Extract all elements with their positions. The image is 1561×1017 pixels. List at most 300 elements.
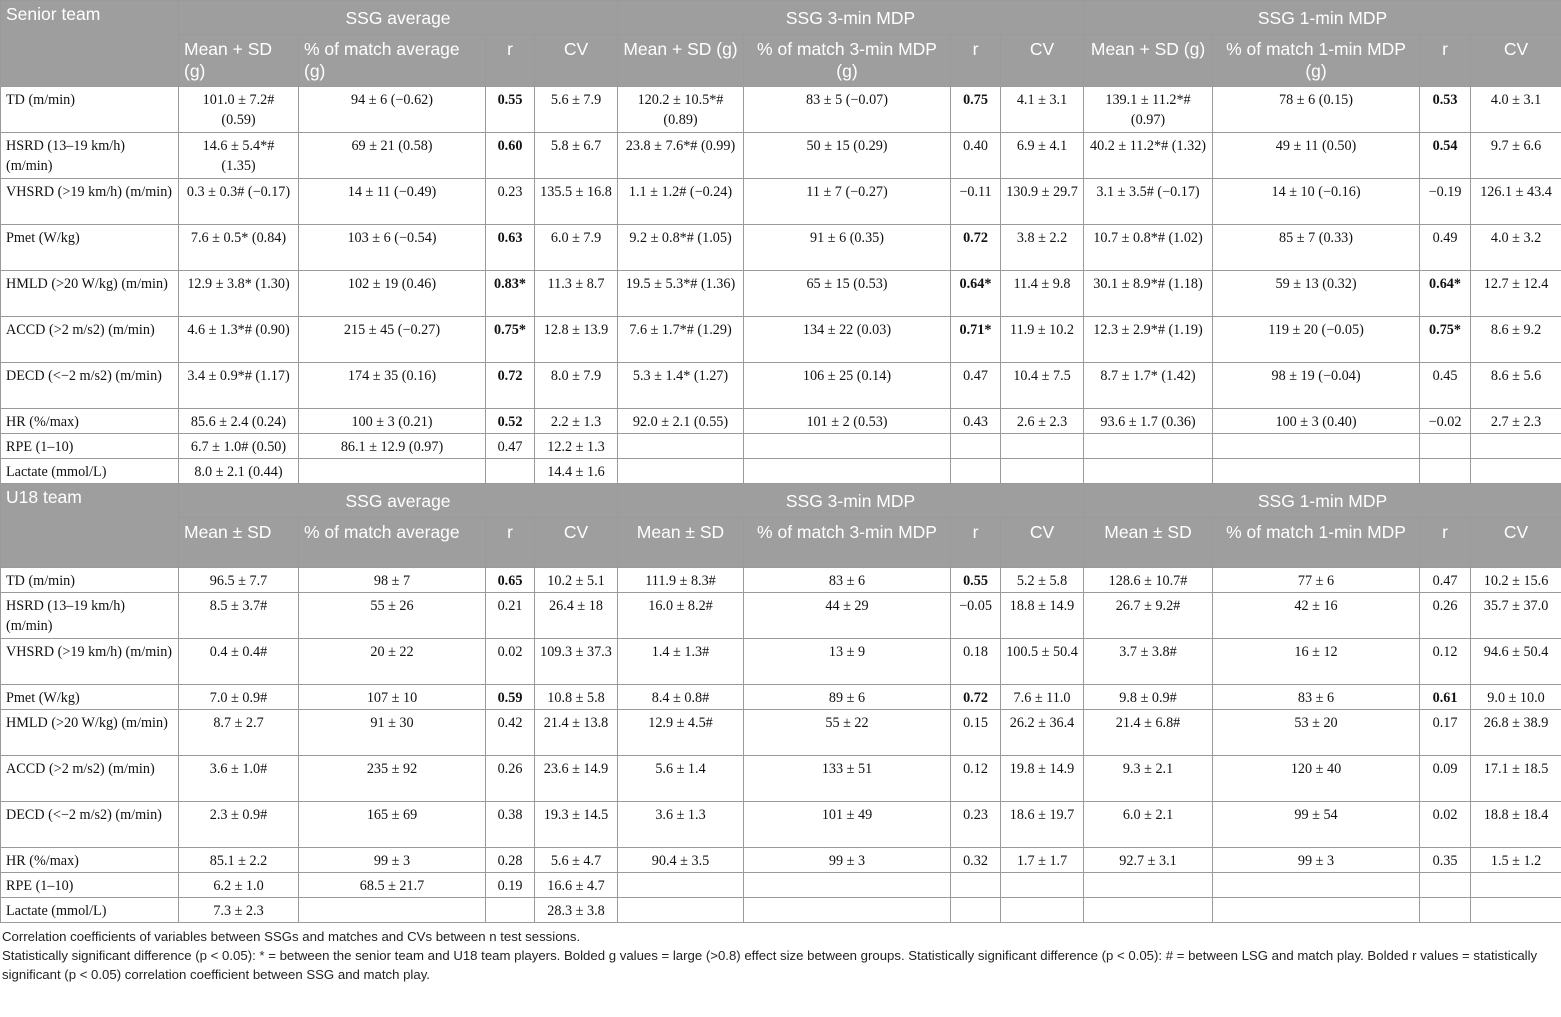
table-cell: 2.6 ± 2.3 xyxy=(1001,409,1084,434)
table-cell: 11.3 ± 8.7 xyxy=(535,271,618,317)
group-header: SSG 3-min MDP xyxy=(618,484,1084,518)
table-cell: 59 ± 13 (0.32) xyxy=(1213,271,1420,317)
table-cell: 3.7 ± 3.8# xyxy=(1084,639,1213,685)
row-label: Lactate (mmol/L) xyxy=(1,898,179,923)
table-cell: 0.52 xyxy=(486,409,535,434)
table-cell xyxy=(618,898,744,923)
table-cell: 0.21 xyxy=(486,593,535,639)
table-cell: 4.6 ± 1.3*# (0.90) xyxy=(179,317,299,363)
table-row xyxy=(1,459,1561,484)
table-cell: 120.2 ± 10.5*# (0.89) xyxy=(618,87,744,133)
table-cell: 18.6 ± 19.7 xyxy=(1001,802,1084,848)
table-cell: 55 ± 22 xyxy=(744,710,951,756)
table-cell: 0.75* xyxy=(486,317,535,363)
table-cell: 93.6 ± 1.7 (0.36) xyxy=(1084,409,1213,434)
table-cell xyxy=(744,459,951,484)
table-cell: 0.53 xyxy=(1420,87,1471,133)
table-cell: 0.47 xyxy=(486,434,535,459)
table-cell: 53 ± 20 xyxy=(1213,710,1420,756)
u18-data-rows xyxy=(1,568,1561,923)
table-cell xyxy=(1084,459,1213,484)
table-cell: 6.2 ± 1.0 xyxy=(179,873,299,898)
table-cell: 92.0 ± 2.1 (0.55) xyxy=(618,409,744,434)
table-cell: 23.8 ± 7.6*# (0.99) xyxy=(618,133,744,179)
table-cell: 6.0 ± 2.1 xyxy=(1084,802,1213,848)
table-cell: 3.6 ± 1.3 xyxy=(618,802,744,848)
table-cell xyxy=(1213,898,1420,923)
table-cell: 11.4 ± 9.8 xyxy=(1001,271,1084,317)
table-cell: 0.63 xyxy=(486,225,535,271)
table-cell: −0.19 xyxy=(1420,179,1471,225)
table-cell: 16.6 ± 4.7 xyxy=(535,873,618,898)
table-cell: 0.26 xyxy=(1420,593,1471,639)
row-label: Pmet (W/kg) xyxy=(1,685,179,710)
table-cell: 14 ± 11 (−0.49) xyxy=(299,179,486,225)
table-row xyxy=(1,802,1561,848)
table-cell: 0.3 ± 0.3# (−0.17) xyxy=(179,179,299,225)
table-row xyxy=(1,271,1561,317)
subheader-cell: r xyxy=(486,518,535,568)
table-cell: 8.6 ± 5.6 xyxy=(1471,363,1561,409)
table-cell: 101.0 ± 7.2# (0.59) xyxy=(179,87,299,133)
table-cell xyxy=(951,873,1001,898)
table-cell xyxy=(951,434,1001,459)
table-cell xyxy=(299,459,486,484)
subheader-cell: % of match 3-min MDP (g) xyxy=(744,35,951,87)
table-cell: 4.1 ± 3.1 xyxy=(1001,87,1084,133)
table-cell xyxy=(1001,459,1084,484)
table-cell: 83 ± 6 xyxy=(744,568,951,593)
table-cell: 102 ± 19 (0.46) xyxy=(299,271,486,317)
subheader-cell: CV xyxy=(1001,518,1084,568)
table-cell: 128.6 ± 10.7# xyxy=(1084,568,1213,593)
row-label: HMLD (>20 W/kg) (m/min) xyxy=(1,710,179,756)
table-cell: 5.6 ± 1.4 xyxy=(618,756,744,802)
subheader-cell: Mean + SD (g) xyxy=(618,35,744,87)
table-cell: 0.55 xyxy=(486,87,535,133)
table-cell: −0.11 xyxy=(951,179,1001,225)
table-cell xyxy=(1213,434,1420,459)
footnote: Statistically significant difference (p < 0.05): * = between the senior team and U18 team players. Bolded g values = large (>0.8) effect size between groups. Statistically significant difference (p < 0.05): # = between LSG and match play. Bolded r values = statistically significant (p < 0.05) correlation coefficient between SSG and match play. xyxy=(2,948,1538,982)
table-cell: 26.4 ± 18 xyxy=(535,593,618,639)
table-cell: 0.72 xyxy=(951,685,1001,710)
table-cell: 120 ± 40 xyxy=(1213,756,1420,802)
table-cell: 9.8 ± 0.9# xyxy=(1084,685,1213,710)
table-cell: 10.8 ± 5.8 xyxy=(535,685,618,710)
table-cell: 78 ± 6 (0.15) xyxy=(1213,87,1420,133)
table-cell: 0.47 xyxy=(1420,568,1471,593)
table-cell: 139.1 ± 11.2*# (0.97) xyxy=(1084,87,1213,133)
table-cell: 0.72 xyxy=(486,363,535,409)
table-cell: 0.15 xyxy=(951,710,1001,756)
table-cell xyxy=(744,898,951,923)
subheader-cell: CV xyxy=(1001,35,1084,87)
table-row xyxy=(1,225,1561,271)
table-cell: 0.43 xyxy=(951,409,1001,434)
table-cell xyxy=(951,898,1001,923)
table-cell: 8.0 ± 7.9 xyxy=(535,363,618,409)
table-cell: 19.8 ± 14.9 xyxy=(1001,756,1084,802)
table-cell: 92.7 ± 3.1 xyxy=(1084,848,1213,873)
u18-team-label: U18 team xyxy=(1,484,179,568)
table-cell xyxy=(618,434,744,459)
table-cell: 55 ± 26 xyxy=(299,593,486,639)
table-cell: 12.2 ± 1.3 xyxy=(535,434,618,459)
subheader-cell: CV xyxy=(1471,35,1561,87)
table-cell xyxy=(486,898,535,923)
table-footnotes xyxy=(0,923,1561,984)
table-cell: 42 ± 16 xyxy=(1213,593,1420,639)
table-cell: 100.5 ± 50.4 xyxy=(1001,639,1084,685)
table-cell xyxy=(1471,873,1561,898)
table-cell: 0.64* xyxy=(951,271,1001,317)
table-cell: 0.17 xyxy=(1420,710,1471,756)
row-label: HSRD (13–19 km/h) (m/min) xyxy=(1,133,179,179)
table-cell: 8.7 ± 1.7* (1.42) xyxy=(1084,363,1213,409)
table-cell: 0.02 xyxy=(1420,802,1471,848)
table-cell: 0.12 xyxy=(1420,639,1471,685)
table-cell: 14.4 ± 1.6 xyxy=(535,459,618,484)
table-cell: 98 ± 19 (−0.04) xyxy=(1213,363,1420,409)
table-cell: 135.5 ± 16.8 xyxy=(535,179,618,225)
table-row xyxy=(1,873,1561,898)
table-row xyxy=(1,133,1561,179)
table-cell: 44 ± 29 xyxy=(744,593,951,639)
table-cell: 0.55 xyxy=(951,568,1001,593)
table-cell: 0.61 xyxy=(1420,685,1471,710)
table-cell: 0.71* xyxy=(951,317,1001,363)
table-row xyxy=(1,848,1561,873)
table-cell: 26.2 ± 36.4 xyxy=(1001,710,1084,756)
table-cell xyxy=(1084,898,1213,923)
table-cell: 99 ± 3 xyxy=(1213,848,1420,873)
table-cell: 21.4 ± 6.8# xyxy=(1084,710,1213,756)
table-cell: 0.47 xyxy=(951,363,1001,409)
table-cell: 85.6 ± 2.4 (0.24) xyxy=(179,409,299,434)
table-cell: 3.8 ± 2.2 xyxy=(1001,225,1084,271)
table-cell: 0.26 xyxy=(486,756,535,802)
table-cell: 100 ± 3 (0.40) xyxy=(1213,409,1420,434)
table-cell: 16 ± 12 xyxy=(1213,639,1420,685)
table-cell: 69 ± 21 (0.58) xyxy=(299,133,486,179)
table-cell: 83 ± 6 xyxy=(1213,685,1420,710)
table-cell: 101 ± 2 (0.53) xyxy=(744,409,951,434)
table-cell xyxy=(1001,434,1084,459)
table-cell: 100 ± 3 (0.21) xyxy=(299,409,486,434)
table-cell: 0.49 xyxy=(1420,225,1471,271)
table-cell: 26.8 ± 38.9 xyxy=(1471,710,1561,756)
subheader-cell: % of match 3-min MDP xyxy=(744,518,951,568)
table-cell: 133 ± 51 xyxy=(744,756,951,802)
table-cell: 103 ± 6 (−0.54) xyxy=(299,225,486,271)
table-cell: 98 ± 7 xyxy=(299,568,486,593)
table-cell: 165 ± 69 xyxy=(299,802,486,848)
row-label: HMLD (>20 W/kg) (m/min) xyxy=(1,271,179,317)
group-header: SSG 3-min MDP xyxy=(618,1,1084,35)
table-cell: 65 ± 15 (0.53) xyxy=(744,271,951,317)
row-label: ACCD (>2 m/s2) (m/min) xyxy=(1,317,179,363)
table-cell: 3.6 ± 1.0# xyxy=(179,756,299,802)
table-cell: 0.42 xyxy=(486,710,535,756)
table-cell: 5.2 ± 5.8 xyxy=(1001,568,1084,593)
row-label: ACCD (>2 m/s2) (m/min) xyxy=(1,756,179,802)
table-cell: 10.4 ± 7.5 xyxy=(1001,363,1084,409)
subheader-cell: Mean + SD (g) xyxy=(179,35,299,87)
table-cell: 0.18 xyxy=(951,639,1001,685)
table-cell: 7.6 ± 11.0 xyxy=(1001,685,1084,710)
table-cell: 20 ± 22 xyxy=(299,639,486,685)
table-cell: −0.02 xyxy=(1420,409,1471,434)
table-cell: 86.1 ± 12.9 (0.97) xyxy=(299,434,486,459)
table-cell: 1.7 ± 1.7 xyxy=(1001,848,1084,873)
table-cell: 96.5 ± 7.7 xyxy=(179,568,299,593)
table-cell: 3.1 ± 3.5# (−0.17) xyxy=(1084,179,1213,225)
table-cell: 90.4 ± 3.5 xyxy=(618,848,744,873)
table-cell: 12.3 ± 2.9*# (1.19) xyxy=(1084,317,1213,363)
table-cell: 1.4 ± 1.3# xyxy=(618,639,744,685)
subheader-cell: r xyxy=(1420,35,1471,87)
table-cell: 126.1 ± 43.4 xyxy=(1471,179,1561,225)
table-cell xyxy=(744,434,951,459)
table-cell: 6.7 ± 1.0# (0.50) xyxy=(179,434,299,459)
table-cell: 7.0 ± 0.9# xyxy=(179,685,299,710)
table-cell: 94 ± 6 (−0.62) xyxy=(299,87,486,133)
table-cell: 215 ± 45 (−0.27) xyxy=(299,317,486,363)
subheader-cell: r xyxy=(1420,518,1471,568)
subheader-cell: r xyxy=(951,518,1001,568)
table-cell: 85 ± 7 (0.33) xyxy=(1213,225,1420,271)
table-cell: 83 ± 5 (−0.07) xyxy=(744,87,951,133)
row-label: DECD (<−2 m/s2) (m/min) xyxy=(1,802,179,848)
table-cell: 99 ± 3 xyxy=(744,848,951,873)
table-row xyxy=(1,756,1561,802)
table-row xyxy=(1,898,1561,923)
table-cell: 68.5 ± 21.7 xyxy=(299,873,486,898)
row-label: RPE (1–10) xyxy=(1,434,179,459)
table-cell xyxy=(1084,873,1213,898)
table-cell: 30.1 ± 8.9*# (1.18) xyxy=(1084,271,1213,317)
table-cell: 11.9 ± 10.2 xyxy=(1001,317,1084,363)
table-cell: 0.59 xyxy=(486,685,535,710)
table-cell: 50 ± 15 (0.29) xyxy=(744,133,951,179)
table-cell: 0.60 xyxy=(486,133,535,179)
table-cell: 12.7 ± 12.4 xyxy=(1471,271,1561,317)
table-cell xyxy=(951,459,1001,484)
table-cell: 0.23 xyxy=(486,179,535,225)
table-cell: 28.3 ± 3.8 xyxy=(535,898,618,923)
table-cell: 10.2 ± 5.1 xyxy=(535,568,618,593)
table-cell xyxy=(1420,459,1471,484)
table-cell xyxy=(1471,434,1561,459)
table-cell: 89 ± 6 xyxy=(744,685,951,710)
table-cell: 8.6 ± 9.2 xyxy=(1471,317,1561,363)
table-cell: 49 ± 11 (0.50) xyxy=(1213,133,1420,179)
table-row xyxy=(1,409,1561,434)
table-cell: 0.54 xyxy=(1420,133,1471,179)
table-cell: 106 ± 25 (0.14) xyxy=(744,363,951,409)
subheader-cell: % of match average xyxy=(299,518,486,568)
table-row xyxy=(1,317,1561,363)
group-header: SSG average xyxy=(179,1,618,35)
table-cell: 130.9 ± 29.7 xyxy=(1001,179,1084,225)
table-cell xyxy=(1001,898,1084,923)
table-cell: 14.6 ± 5.4*# (1.35) xyxy=(179,133,299,179)
table-row xyxy=(1,87,1561,133)
table-cell: 0.35 xyxy=(1420,848,1471,873)
table-cell: 91 ± 6 (0.35) xyxy=(744,225,951,271)
table-cell xyxy=(618,873,744,898)
table-cell: 4.0 ± 3.1 xyxy=(1471,87,1561,133)
table-cell: 0.23 xyxy=(951,802,1001,848)
subheader-cell: % of match average (g) xyxy=(299,35,486,87)
table-cell: 0.83* xyxy=(486,271,535,317)
table-cell: 99 ± 54 xyxy=(1213,802,1420,848)
table-cell: 0.75 xyxy=(951,87,1001,133)
table-cell: 0.64* xyxy=(1420,271,1471,317)
senior-subheader-row xyxy=(1,35,1561,87)
row-label: HR (%/max) xyxy=(1,848,179,873)
subheader-cell: % of match 1-min MDP (g) xyxy=(1213,35,1420,87)
table-cell: 5.3 ± 1.4* (1.27) xyxy=(618,363,744,409)
table-cell xyxy=(618,459,744,484)
table-cell: 19.5 ± 5.3*# (1.36) xyxy=(618,271,744,317)
table-cell: 9.0 ± 10.0 xyxy=(1471,685,1561,710)
table-cell: 174 ± 35 (0.16) xyxy=(299,363,486,409)
table-cell: 21.4 ± 13.8 xyxy=(535,710,618,756)
table-cell: 6.9 ± 4.1 xyxy=(1001,133,1084,179)
subheader-cell: % of match 1-min MDP xyxy=(1213,518,1420,568)
table-cell: 0.38 xyxy=(486,802,535,848)
table-cell: 26.7 ± 9.2# xyxy=(1084,593,1213,639)
table-cell: 2.7 ± 2.3 xyxy=(1471,409,1561,434)
table-cell: 111.9 ± 8.3# xyxy=(618,568,744,593)
u18-subheader-row xyxy=(1,518,1561,568)
table-cell xyxy=(299,898,486,923)
row-label: VHSRD (>19 km/h) (m/min) xyxy=(1,639,179,685)
table-cell: 0.4 ± 0.4# xyxy=(179,639,299,685)
table-cell: 18.8 ± 18.4 xyxy=(1471,802,1561,848)
group-header: SSG average xyxy=(179,484,618,518)
table-cell: 8.4 ± 0.8# xyxy=(618,685,744,710)
row-label: Pmet (W/kg) xyxy=(1,225,179,271)
row-label: RPE (1–10) xyxy=(1,873,179,898)
table-cell: 9.7 ± 6.6 xyxy=(1471,133,1561,179)
table-cell: 9.3 ± 2.1 xyxy=(1084,756,1213,802)
table-cell: 10.2 ± 15.6 xyxy=(1471,568,1561,593)
table-cell: 6.0 ± 7.9 xyxy=(535,225,618,271)
table-cell: 40.2 ± 11.2*# (1.32) xyxy=(1084,133,1213,179)
table-cell: 7.6 ± 1.7*# (1.29) xyxy=(618,317,744,363)
table-cell: 0.28 xyxy=(486,848,535,873)
table-cell: 8.0 ± 2.1 (0.44) xyxy=(179,459,299,484)
table-row xyxy=(1,179,1561,225)
table-cell: 109.3 ± 37.3 xyxy=(535,639,618,685)
table-cell: 4.0 ± 3.2 xyxy=(1471,225,1561,271)
row-label: TD (m/min) xyxy=(1,568,179,593)
u18-team-section xyxy=(1,484,1561,568)
senior-team-label: Senior team xyxy=(1,1,179,87)
table-cell: 8.5 ± 3.7# xyxy=(179,593,299,639)
footnote: Correlation coefficients of variables between SSGs and matches and CVs between n test sessions. xyxy=(2,929,581,944)
table-cell: 2.2 ± 1.3 xyxy=(535,409,618,434)
table-cell: 17.1 ± 18.5 xyxy=(1471,756,1561,802)
subheader-cell: CV xyxy=(535,35,618,87)
subheader-cell: Mean + SD (g) xyxy=(1084,35,1213,87)
senior-data-rows xyxy=(1,87,1561,484)
table-cell xyxy=(486,459,535,484)
subheader-cell: CV xyxy=(535,518,618,568)
table-cell: 13 ± 9 xyxy=(744,639,951,685)
group-header: SSG 1-min MDP xyxy=(1084,1,1561,35)
row-label: VHSRD (>19 km/h) (m/min) xyxy=(1,179,179,225)
table-cell: 0.45 xyxy=(1420,363,1471,409)
table-cell: 77 ± 6 xyxy=(1213,568,1420,593)
table-cell xyxy=(1084,434,1213,459)
subheader-cell: Mean ± SD xyxy=(618,518,744,568)
table-cell: 19.3 ± 14.5 xyxy=(535,802,618,848)
table-cell: 35.7 ± 37.0 xyxy=(1471,593,1561,639)
table-row xyxy=(1,568,1561,593)
table-cell xyxy=(1471,459,1561,484)
table-cell: 1.5 ± 1.2 xyxy=(1471,848,1561,873)
table-cell xyxy=(1213,459,1420,484)
row-label: TD (m/min) xyxy=(1,87,179,133)
table-row xyxy=(1,685,1561,710)
table-cell: 91 ± 30 xyxy=(299,710,486,756)
table-cell: 0.02 xyxy=(486,639,535,685)
table-cell xyxy=(1471,898,1561,923)
table-cell: 0.40 xyxy=(951,133,1001,179)
table-cell: 134 ± 22 (0.03) xyxy=(744,317,951,363)
table-cell: 2.3 ± 0.9# xyxy=(179,802,299,848)
senior-team-section xyxy=(1,1,1561,87)
table-cell: 12.9 ± 3.8* (1.30) xyxy=(179,271,299,317)
table-cell: 9.2 ± 0.8*# (1.05) xyxy=(618,225,744,271)
table-cell: 8.7 ± 2.7 xyxy=(179,710,299,756)
table-cell: 7.3 ± 2.3 xyxy=(179,898,299,923)
table-cell: 235 ± 92 xyxy=(299,756,486,802)
table-cell: 0.72 xyxy=(951,225,1001,271)
table-cell: 14 ± 10 (−0.16) xyxy=(1213,179,1420,225)
table-cell: 7.6 ± 0.5* (0.84) xyxy=(179,225,299,271)
table-cell: 119 ± 20 (−0.05) xyxy=(1213,317,1420,363)
table-cell: 85.1 ± 2.2 xyxy=(179,848,299,873)
table-cell: 16.0 ± 8.2# xyxy=(618,593,744,639)
table-cell: 0.65 xyxy=(486,568,535,593)
table-cell: 12.9 ± 4.5# xyxy=(618,710,744,756)
table-row xyxy=(1,434,1561,459)
table-row xyxy=(1,710,1561,756)
table-row xyxy=(1,363,1561,409)
table-cell: 99 ± 3 xyxy=(299,848,486,873)
table-row xyxy=(1,593,1561,639)
table-cell: 101 ± 49 xyxy=(744,802,951,848)
subheader-cell: Mean ± SD xyxy=(1084,518,1213,568)
table-cell: 5.6 ± 7.9 xyxy=(535,87,618,133)
table-cell: 23.6 ± 14.9 xyxy=(535,756,618,802)
table-cell xyxy=(1420,898,1471,923)
table-cell: 0.09 xyxy=(1420,756,1471,802)
subheader-cell: r xyxy=(486,35,535,87)
table-row xyxy=(1,639,1561,685)
table-cell xyxy=(1420,873,1471,898)
table-cell: 107 ± 10 xyxy=(299,685,486,710)
row-label: Lactate (mmol/L) xyxy=(1,459,179,484)
table-cell: 5.8 ± 6.7 xyxy=(535,133,618,179)
subheader-cell: Mean ± SD xyxy=(179,518,299,568)
row-label: DECD (<−2 m/s2) (m/min) xyxy=(1,363,179,409)
row-label: HSRD (13–19 km/h) (m/min) xyxy=(1,593,179,639)
